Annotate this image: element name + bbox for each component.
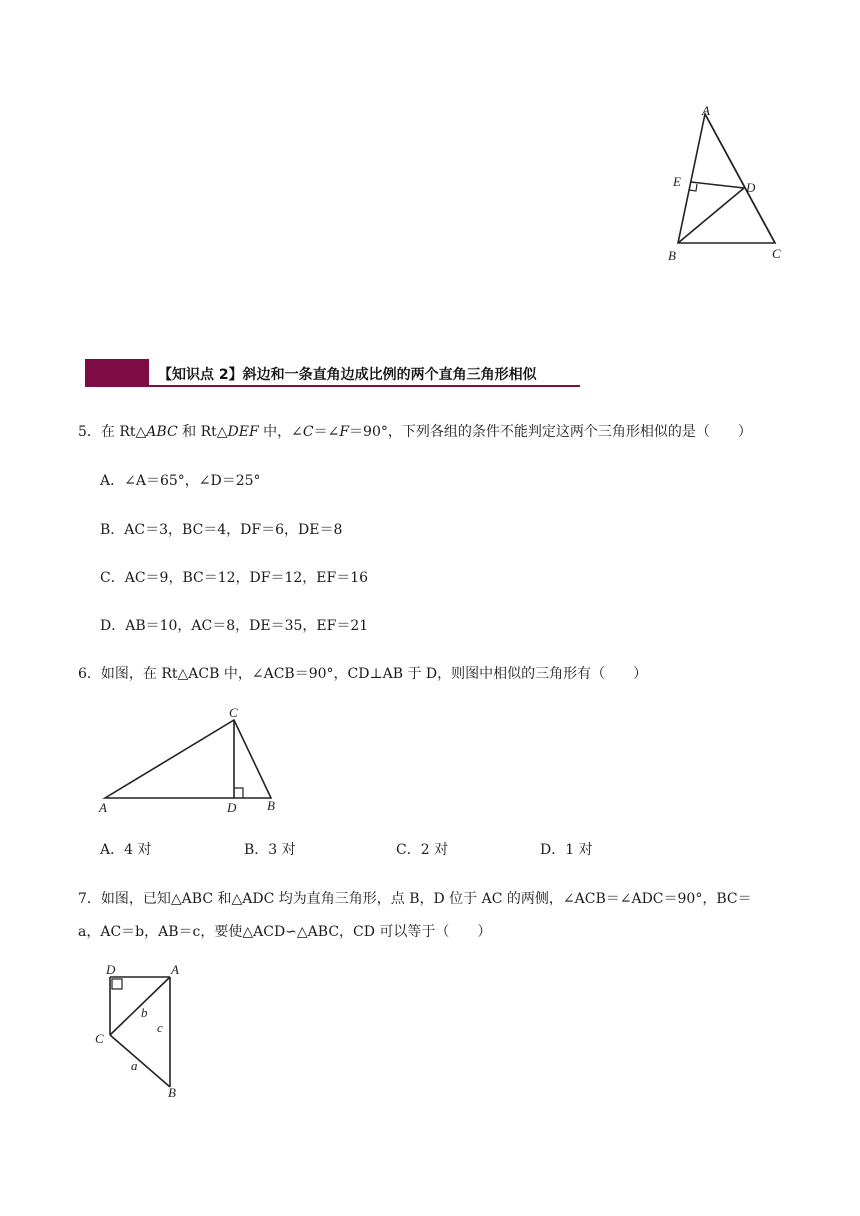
- q6-option-b: B．3 对: [244, 842, 296, 858]
- label-b: B: [168, 1085, 176, 1100]
- q5-stem: 5．在 Rt△ABC 和 Rt△DEF 中，∠C＝∠F＝90°，下列各组的条件不能判定这两个三角形相似的是（ ）: [78, 424, 752, 440]
- section-header-bar: [85, 359, 149, 386]
- label-a: A: [171, 962, 179, 977]
- label-c-side: c: [157, 1020, 163, 1035]
- q5-option-b: B．AC＝3，BC＝4，DF＝6，DE＝8: [100, 522, 343, 538]
- label-d: D: [746, 180, 756, 195]
- label-a: A: [702, 103, 710, 118]
- label-d: D: [227, 800, 237, 815]
- q7-stem-line1: 7．如图，已知△ABC 和△ADC 均为直角三角形，点 B，D 位于 AC 的两侧，∠ACB＝∠ADC＝90°，BC＝: [78, 891, 752, 907]
- label-b: B: [668, 248, 676, 263]
- label-a: A: [99, 800, 107, 815]
- q7-stem-line2: a，AC＝b，AB＝c，要使△ACD∽△ABC，CD 可以等于（ ）: [78, 924, 492, 940]
- section-title: 【知识点 2】斜边和一条直角边成比例的两个直角三角形相似: [158, 367, 537, 383]
- label-c: C: [95, 1031, 104, 1046]
- label-b-side: b: [141, 1005, 148, 1020]
- q6-option-a: A．4 对: [100, 842, 152, 858]
- figure-triangles-acd-abc: [90, 960, 200, 1105]
- q6-option-c: C．2 对: [396, 842, 449, 858]
- label-d: D: [106, 962, 116, 977]
- q5-option-a: A．∠A＝65°，∠D＝25°: [100, 473, 261, 489]
- label-a-side: a: [131, 1058, 138, 1073]
- q6-option-d: D．1 对: [540, 842, 593, 858]
- label-b: B: [267, 798, 275, 813]
- label-c: C: [229, 705, 238, 720]
- label-e: E: [673, 174, 681, 189]
- q5-option-c: C．AC＝9，BC＝12，DF＝12，EF＝16: [100, 570, 369, 586]
- label-c: C: [772, 246, 781, 261]
- section-header-underline: [85, 385, 580, 387]
- q6-stem: 6．如图，在 Rt△ACB 中，∠ACB＝90°，CD⊥AB 于 D，则图中相似的三角形有（ ）: [78, 666, 648, 682]
- figure-triangle-acb: [95, 700, 295, 820]
- figure-triangle-abc-top: [660, 100, 800, 270]
- q5-option-d: D．AB＝10，AC＝8，DE＝35，EF＝21: [100, 618, 369, 634]
